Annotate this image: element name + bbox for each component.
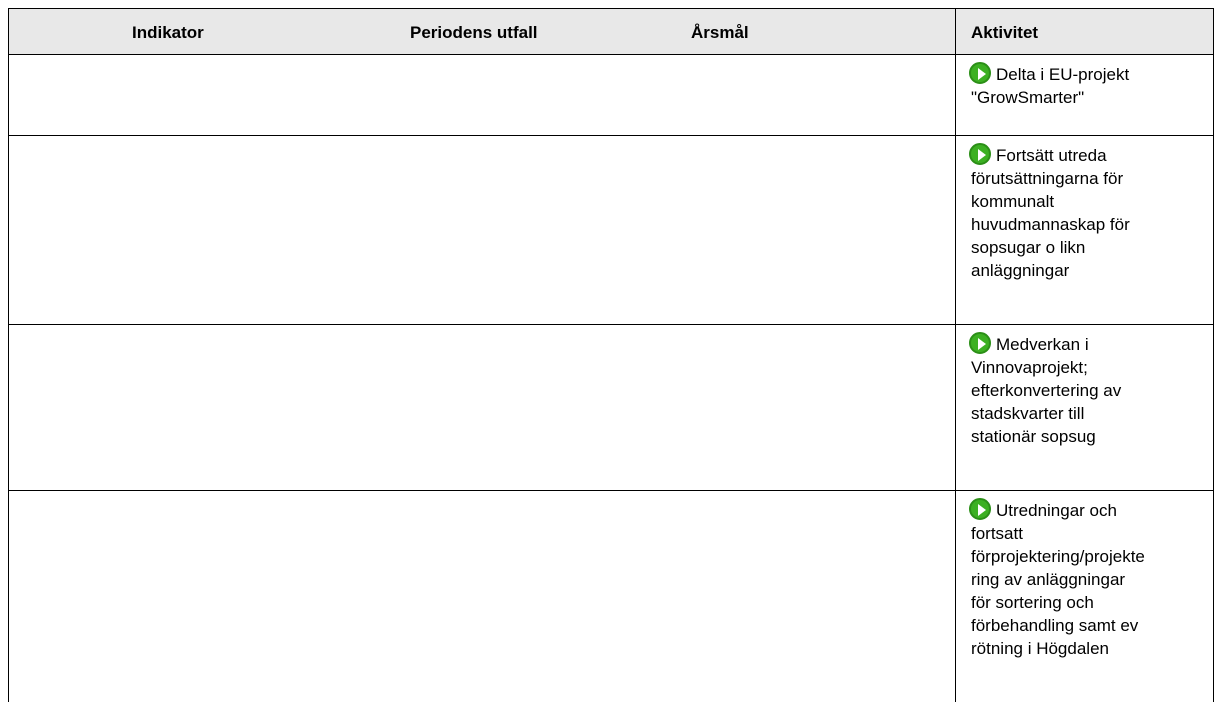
activity-text: Utredningar och fortsatt förprojektering/projekte ring av anläggningar för sortering och förbehandling samt ev rötning i Högdalen <box>971 501 1145 658</box>
activity-cell <box>955 491 1213 702</box>
table-row <box>8 491 1214 702</box>
indikator-cell-empty <box>9 325 954 490</box>
activity-table <box>8 8 1214 702</box>
indikator-cell-empty <box>9 491 954 702</box>
table-row <box>8 136 1214 325</box>
activity-text: Fortsätt utreda förutsättningarna för kommunalt huvudmannaskap för sopsugar o likn anläggningar <box>971 146 1130 280</box>
activity-cell <box>955 136 1213 324</box>
header-indikator: Indikator <box>132 23 204 42</box>
header-periodens-utfall: Periodens utfall <box>410 23 538 42</box>
header-aktivitet: Aktivitet <box>971 23 1039 42</box>
activity-cell <box>955 55 1213 135</box>
table-header <box>8 8 1214 55</box>
header-divider <box>955 9 956 56</box>
activity-cell <box>955 325 1213 490</box>
header-arsmal: Årsmål <box>691 23 749 42</box>
activity-text: Delta i EU-projekt "GrowSmarter" <box>971 65 1130 107</box>
table-row <box>8 325 1214 491</box>
table-row <box>8 55 1214 136</box>
indikator-cell-empty <box>9 136 954 324</box>
indikator-cell-empty <box>9 55 954 135</box>
activity-text: Medverkan i Vinnovaprojekt; efterkonvertering av stadskvarter till stationär sopsug <box>971 335 1122 446</box>
